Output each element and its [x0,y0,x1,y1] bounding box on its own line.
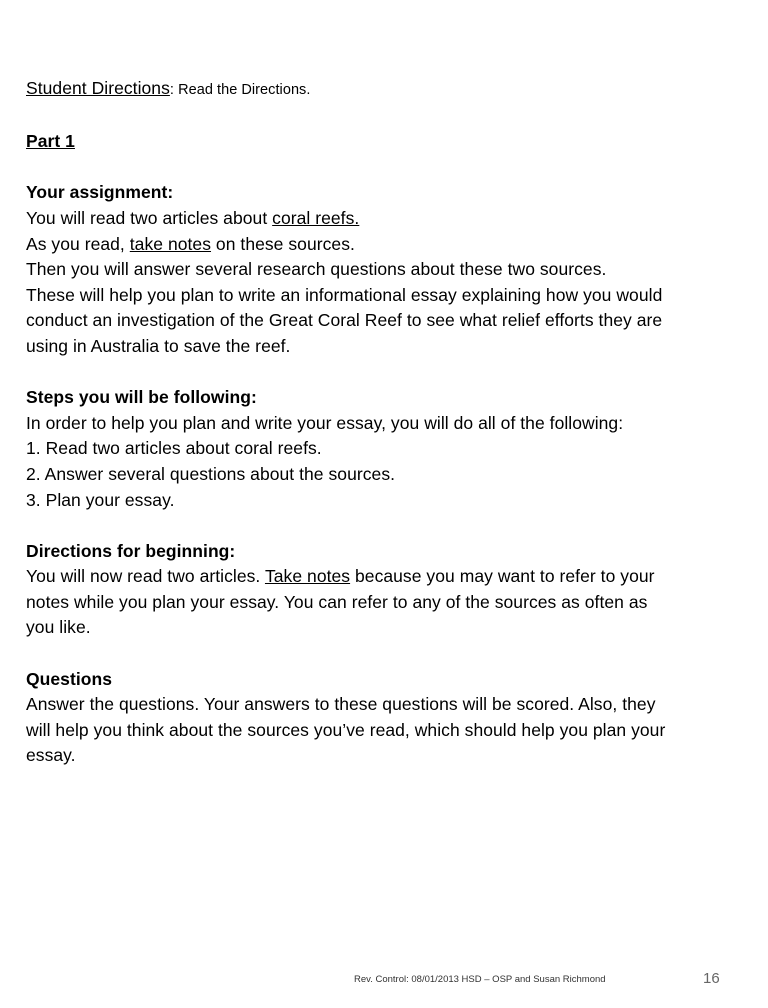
assignment-line-6: using in Australia to save the reef. [26,335,291,356]
steps-heading: Steps you will be following: [26,387,257,408]
step-item: 3. Plan your essay. [26,489,175,510]
questions-heading: Questions [26,668,113,689]
take-notes-text: take notes [129,233,212,254]
beginning-line-1-pre: You will now read two articles. [26,566,265,587]
beginning-line-1-post: because you may want to refer to your [350,566,655,587]
student-directions-colon: : [169,82,174,98]
assignment-line-5: conduct an investigation of the Great Coral Reef to see what relief efforts they are [26,310,663,331]
spacer [26,155,746,181]
assignment-line-4: These will help you plan to write an informational essay explaining how you would [26,284,663,305]
spacer [26,104,746,130]
steps-intro: In order to help you plan and write your essay, you will do all of the following: [26,412,624,433]
step-item: 2. Answer several questions about the sources. [26,463,396,484]
student-directions-line [26,76,746,104]
part-heading: Part 1 [26,131,75,152]
beginning-line-1 [26,564,746,590]
assignment-line-1-text: You will read two articles about [26,207,273,228]
student-directions-text: Read the Directions. [173,82,311,98]
assignment-line-3: Then you will answer several research questions about these two sources. [26,259,607,280]
assignment-line-2-pre: As you read, [26,233,130,254]
coral-reefs-link: coral reefs. [272,207,360,228]
revision-footer: Rev. Control: 08/01/2013 HSD – OSP and Susan Richmond [354,974,606,985]
spacer [26,641,746,667]
questions-line-3: essay. [26,745,76,766]
questions-line-2: will help you think about the sources you’ve read, which should help you plan your [26,719,666,740]
assignment-heading: Your assignment: [26,182,174,203]
assignment-line-2-post: on these sources. [211,233,355,254]
student-directions-label: Student Directions [26,78,170,98]
beginning-heading: Directions for beginning: [26,540,236,561]
page-number: 16 [703,970,720,987]
document-body [26,76,746,769]
spacer [26,360,746,386]
beginning-line-2: notes while you plan your essay. You can refer to any of the sources as often as [26,591,648,612]
assignment-line-2 [26,232,746,258]
beginning-line-3: you like. [26,617,91,638]
spacer [26,513,746,539]
assignment-line-1 [26,206,746,232]
take-notes-emphasis: Take notes [264,566,351,587]
step-item: 1. Read two articles about coral reefs. [26,438,322,459]
questions-line-1: Answer the questions. Your answers to these questions will be scored. Also, they [26,694,656,715]
